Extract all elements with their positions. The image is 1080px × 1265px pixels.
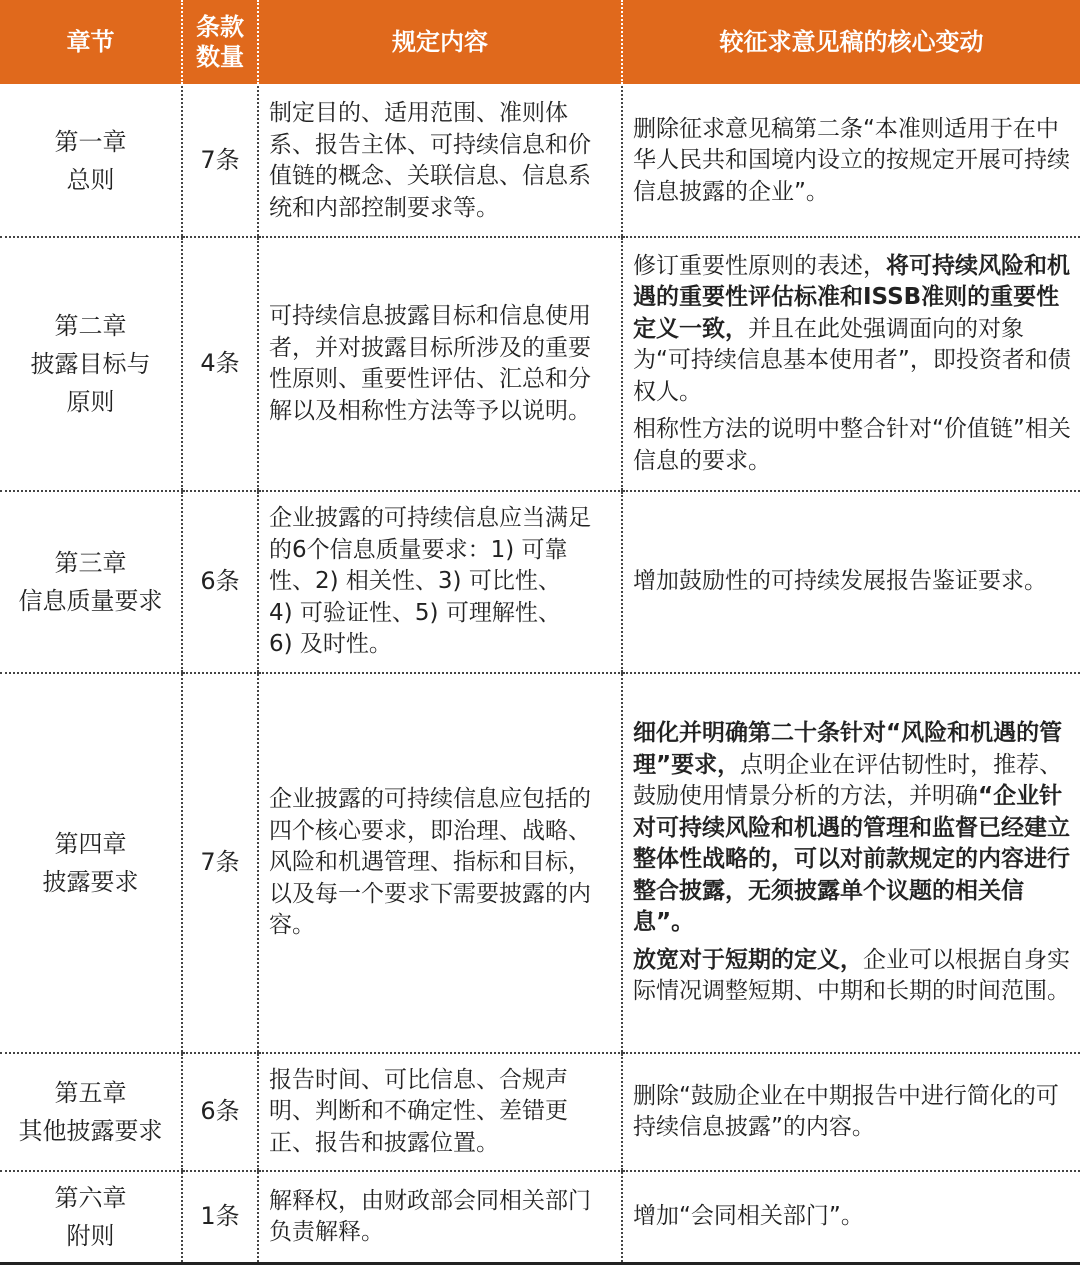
count-cell: 1条 xyxy=(182,1171,258,1264)
count-cell: 6条 xyxy=(182,1053,258,1171)
change-text-bold: 细化并明确第二十条针对“风险和机遇的管理”要求， xyxy=(633,720,1063,778)
provisions-cell: 制定目的、适用范围、准则体系、报告主体、可持续信息和价值链的概念、关联信息、信息系统和内部控制要求等。 xyxy=(258,85,622,237)
change-text: 相称性方法的说明中整合针对“价值链”相关信息的要求。 xyxy=(633,416,1071,474)
provisions-line: 6) 及时性。 xyxy=(269,631,392,658)
chapter-title: 披露目标与 xyxy=(30,350,151,378)
table-row xyxy=(0,237,1080,491)
chapter-title: 总则 xyxy=(66,166,115,194)
header-count xyxy=(182,0,258,85)
change-text: 删除征求意见稿第二条“本准则适用于在中华人民共和国境内设立的按规定开展可持续信息披露的企业”。 xyxy=(633,115,1070,205)
change-paragraph xyxy=(633,566,1072,598)
chapter-cell xyxy=(0,491,182,673)
header-count-line: 条款 xyxy=(196,13,244,41)
changes-cell xyxy=(622,1053,1080,1171)
change-text: 并且在此处强调面向的对象为“可持续信息基本使用者”，即投资者和债权人。 xyxy=(633,315,1071,405)
chapter-title: 附则 xyxy=(66,1222,115,1250)
chapter-title: 信息质量要求 xyxy=(18,587,163,615)
table-row xyxy=(0,673,1080,1053)
change-paragraph xyxy=(633,945,1072,1008)
chapter-title: 其他披露要求 xyxy=(18,1117,163,1145)
change-text: 企业可以根据自身实际情况调整短期、中期和长期的时间范围。 xyxy=(633,946,1070,1005)
header-provisions: 规定内容 xyxy=(258,0,622,85)
change-text-bold: “企业针对可持续风险和机遇的管理和监督已经建立整体性战略的，可以对前款规定的内容进行整合披露，无须披露单个议题的相关信息”。 xyxy=(633,783,1070,936)
change-paragraph xyxy=(633,114,1072,209)
chapter-cell xyxy=(0,673,182,1053)
count-cell: 4条 xyxy=(182,237,258,491)
table-row xyxy=(0,491,1080,673)
change-text-bold: 将可持续风险和机遇的重要性评估标准和ISSB准则的重要性定义一致， xyxy=(633,252,1070,342)
change-paragraph xyxy=(633,414,1072,477)
change-text: 增加“会同相关部门”。 xyxy=(633,1203,864,1230)
count-cell: 7条 xyxy=(182,673,258,1053)
table-row xyxy=(0,85,1080,237)
changes-cell xyxy=(622,673,1080,1053)
header-chapter: 章节 xyxy=(0,0,182,85)
change-paragraph xyxy=(633,1081,1072,1144)
chapter-number: 第二章 xyxy=(54,312,127,340)
changes-cell xyxy=(622,237,1080,491)
provisions-line: 企业披露的可持续信息应当满足的6个信息质量要求：1) 可靠性、2) 相关性、3) 可比性、 xyxy=(269,505,591,595)
change-paragraph xyxy=(633,1201,1072,1233)
count-cell: 7条 xyxy=(182,85,258,237)
chapter-cell xyxy=(0,85,182,237)
chapter-number: 第一章 xyxy=(54,128,127,156)
provisions-cell: 企业披露的可持续信息应包括的四个核心要求，即治理、战略、风险和机遇管理、指标和目标，以及每一个要求下需要披露的内容。 xyxy=(258,673,622,1053)
header-changes: 较征求意见稿的核心变动 xyxy=(622,0,1080,85)
change-text: 修订重要性原则的表述， xyxy=(633,252,886,279)
chapter-title: 披露要求 xyxy=(42,868,139,896)
provisions-cell: 报告时间、可比信息、合规声明、判断和不确定性、差错更正、报告和披露位置。 xyxy=(258,1053,622,1171)
provisions-line: 4) 可验证性、5) 可理解性、 xyxy=(269,599,561,626)
header-count-line: 数量 xyxy=(196,43,244,71)
chapter-title: 原则 xyxy=(66,388,115,416)
provisions-cell xyxy=(258,491,622,673)
change-text: 点明企业在评估韧性时，推荐、鼓励使用情景分析的方法，并明确 xyxy=(633,751,1063,810)
changes-cell xyxy=(622,491,1080,673)
table-row xyxy=(0,1053,1080,1171)
change-paragraph xyxy=(633,718,1072,939)
provisions-cell: 可持续信息披露目标和信息使用者，并对披露目标所涉及的重要性原则、重要性评估、汇总和分解以及相称性方法等予以说明。 xyxy=(258,237,622,491)
count-cell: 6条 xyxy=(182,491,258,673)
chapter-number: 第四章 xyxy=(54,830,127,858)
chapter-cell xyxy=(0,1053,182,1171)
provisions-cell: 解释权，由财政部会同相关部门负责解释。 xyxy=(258,1171,622,1264)
change-text-bold: 放宽对于短期的定义， xyxy=(633,946,863,973)
change-text: 增加鼓励性的可持续发展报告鉴证要求。 xyxy=(633,568,1047,595)
changes-cell xyxy=(622,85,1080,237)
change-text: 删除“鼓励企业在中期报告中进行简化的可持续信息披露”的内容。 xyxy=(633,1082,1059,1140)
change-paragraph xyxy=(633,251,1072,409)
chapter-number: 第六章 xyxy=(54,1184,127,1212)
chapter-number: 第五章 xyxy=(54,1079,127,1107)
chapter-number: 第三章 xyxy=(54,549,127,577)
header-row xyxy=(0,0,1080,85)
chapter-cell xyxy=(0,237,182,491)
